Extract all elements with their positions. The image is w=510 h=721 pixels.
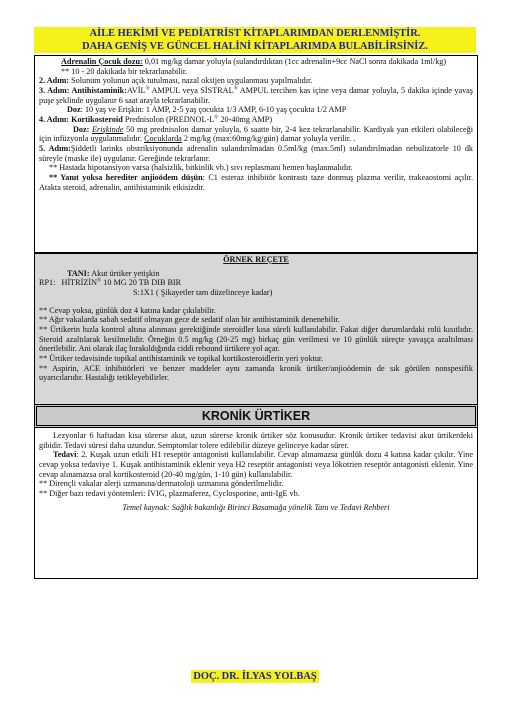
source-citation: Temel kaynak: Sağlık bakanlığı Birinci Basamağa yönelik Tanı ve Tedavi Rehberi (122, 502, 390, 512)
chronic-intro: Lezyonlar 6 haftadan kısa sürerse akut, uzun sürerse kronik ürtiker söz konusudur. Kronik ürtiker tedavisi akut ürtikerdeki gibidir. Tedavi süresi daha uzundur. Semptomlar tolere edilebilir düzeye gelinceye kadar sürer. (39, 431, 473, 450)
step-3-dose: Doz: 10 yaş ve Erişkin: 1 AMP, 2-5 yaş çocukta 1/3 AMP, 6-10 yaş çocukta 1/2 AMP (67, 105, 347, 115)
chronic-note-1: ** Dirençli vakalar alerji uzmanına/dermatoloji uzmanına gönderilmelidir. (39, 479, 284, 489)
no-response-note: ** Yanıt yoksa herediter anjioödem düşün: C1 esteraz inhibitör kontrastı taze donmuş plazma verilir, trakeaostomi açılır. Atakta steroid, adrenalin, antihistaminik etkisizdir. (39, 173, 473, 192)
step-2: 2. Adım: Solunum yolunun açık tutulması, nazal oksijen uygulanması yapılmalıdır. (39, 76, 313, 86)
prescription-drug: RP1: HİTRİZİN® 10 MG 20 TB DIB BIR (39, 277, 182, 288)
hypotension-note: ** Hastada hipotansiyon varsa (halsizlik, bitkinlik vb.) sıvı replasmanı hemen başlanmalıdır. (49, 163, 353, 173)
author-footer (0, 671, 510, 683)
prescription-note-1: ** Cevap yoksa, günlük doz 4 katına kadar çıkılabilir. (39, 305, 216, 315)
chronic-urticaria-header: KRONİK ÜRTİKER (34, 404, 478, 428)
prescription-note-5: ** Aspirin, ACE inhibitörleri ve benzer maddeler aynı zamanda kronik ürtiker/anjioödemin de sık görülen nonspesifik uyarıcılarıdır. Hastalığı tetikleyebilirler. (39, 363, 473, 383)
step-5: 5. Adım:Şiddetli larinks obstriksiyonunda adrenalin sulandırılmadan 0.5ml/kg (max.5ml) sulandırılmadan nebulizatorle 10 dk süreyle (maske ile) uygulanır. Gereğinde tekrarlanır. (39, 144, 474, 163)
adrenalin-dose: Adrenalin Çocuk dozu: 0,01 mg/kg damar yoluyla (sulandırdıktan (1cc adrenalin+9cc NaCl sonra dakikada 1ml/kg) (61, 57, 447, 66)
prescription-diagnosis: TANI: Akut ürtiker yetişkin (67, 268, 160, 278)
prescription-usage: S:1X1 ( Şikayetler tam düzelinceye kadar) (133, 288, 273, 298)
banner-line-1: AİLE HEKİMİ VE PEDİATRİST KİTAPLARIMDAN DERLENMİŞTİR. (34, 27, 476, 40)
prescription-note-2: ** Ağır vakalarda sabah sedatif olmayan gece de sedatif olan bir antihistaminik denenebilir. (39, 315, 340, 325)
prescription-note-4: ** Ürtiker tedavisinde topikal antihistaminik ve topikal kortikosteroidlerin yeri yoktur. (39, 354, 324, 364)
adrenalin-note: ** 10 - 20 dakikada bir tekrarlanabilir. (61, 66, 188, 76)
prescription-note-3: ** Ürtikerin hızla kontrol altına alınması gerektiğinde steroidler kısa süreli kullanılabilir. Fakat diğer durumlardaki rolü kısıtlıdır. Steroid azaltılarak kesilmelidir. Örneğin 0.5 mg/kg (20-25 mg) birkaç gün verilmesi ve 10 günlük süreçte yavaşça azaltılması önerilebilir. Ani olarak ilaç bırakıldığında ciddi rebound ürtikere yol açar. (39, 325, 473, 354)
prescription-title: ÖRNEK REÇETE (223, 255, 289, 264)
sample-prescription-box (34, 253, 478, 405)
step-3: 3. Adım: Antihistaminik:AVİL® AMPUL veya SİSTRAL® AMPUL tercihen kas içine veya damar yoluyla, 5 dakika içinde yavaş puşe şeklinde uygulanır 6 saat arayla tekrarlanabilir. (39, 85, 473, 105)
chronic-treatment: Tedavi: 2. Kuşak uzun etkili H1 reseptör antagonisti kullanılabilir. Cevap alınamazsa günlük dozu 4 katına kadar çıkılır. Yine cevap yoksa tedaviye 1. Kuşak antihistaminik eklenir veya H2 reseptör antagonisti veya lökotrien reseptör antagonisti eklenir. Yine cevap alınamazsa oral kortikosteroid (20-40 mg/gün, 1-10 gün) kullanılabilir. (39, 450, 473, 479)
header-banner (34, 27, 476, 53)
banner-line-2: DAHA GENİŞ VE GÜNCEL HALİNİ KİTAPLARIMDA BULABİLİRSİNİZ. (34, 40, 476, 53)
author-name: DOÇ. DR. İLYAS YOLBAŞ (193, 671, 317, 682)
step-4: 4. Adım: Kortikosteroid Prednisolon (PREDNOL-L® 20-40mg AMP) (39, 114, 273, 125)
treatment-steps-box (34, 55, 478, 253)
chronic-note-2: ** Diğer bazı tedavi yöntemleri: IVIG, plazmaferez, Cyclosporine, anti-IgE vb. (39, 489, 300, 499)
step-4-dose: Doz: Erişkinde 50 mg prednisolon damar yoluyla, 6 saatte bir, 2-4 kez tekrarlanabilir. Kardiyak yan etkileri olabileceği için infüzyonla uygulanmalıdır. Çocuklarda 2 mg/kg (max:60mg/kg/gün) damar yoluyla verilir. . (39, 124, 474, 144)
chronic-urticaria-box (34, 428, 478, 579)
